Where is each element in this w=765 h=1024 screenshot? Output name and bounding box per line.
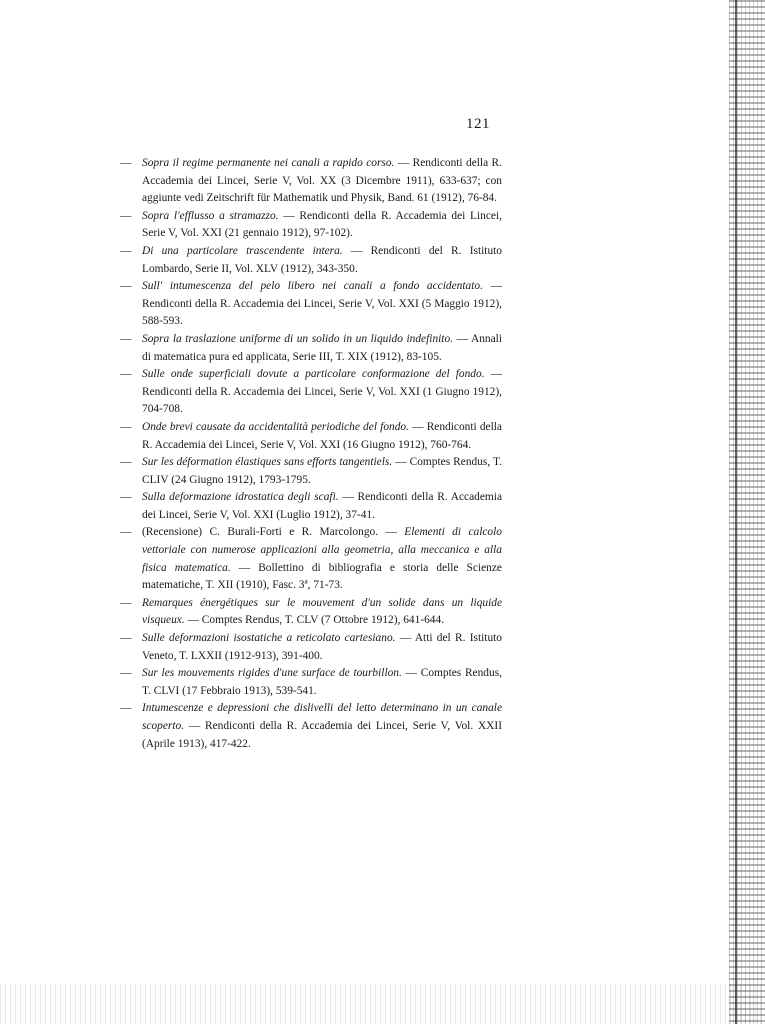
entry-title: Di una particolare trascendente intera. (142, 244, 343, 257)
page-number: 121 (466, 116, 490, 132)
entry-reference: — Rendiconti della R. Accademia dei Lincei, Serie V, Vol. XXI (21 gennaio 1912), 97-102). (142, 209, 503, 240)
entry-reference: — Comptes Rendus, T. CLVI (17 Febbraio 1913), 539-541. (142, 667, 502, 697)
scan-bottom-noise (0, 984, 765, 1024)
entry-title: Sopra il regime permanente nei canali a rapido corso. (142, 157, 395, 169)
entry-reference: — Comptes Rendus, T. CLV (7 Ottobre 1912), 641-644. (184, 614, 445, 627)
entry-dash: — (120, 157, 132, 169)
bibliography-entry (118, 700, 502, 753)
entry-reference: — Rendiconti della R. Accademia dei Lincei, Serie V, Vol. XXII (Aprile 1913), 417-422. (142, 720, 502, 750)
page-edge-line (735, 0, 737, 1024)
entry-dash: — (120, 280, 132, 293)
entry-reference-continued: — Bollettino di bibliografia e storia delle Scienze matematiche, T. XII (1910), Fasc. 3ª, 71-73. (142, 561, 502, 592)
bibliography-entry (118, 595, 502, 630)
bibliography-entry (118, 331, 502, 366)
entry-dash: — (120, 456, 132, 469)
entry-title: Sopra l'efflusso a stramazzo. (142, 209, 279, 222)
entry-reference: — Comptes Rendus, T. CLIV (24 Giugno 1912), 1793-1795. (142, 456, 502, 486)
entry-title: Elementi di calcolo vettoriale con numerose applicazioni alla geometria, alla meccanica e alla fisica matematica. (142, 526, 502, 574)
bibliography-entry (118, 454, 502, 489)
entry-dash: — (120, 368, 132, 381)
entry-reference: — Rendiconti della R. Accademia dei Lincei, Serie V, Vol. XXI (16 Giugno 1912), 760-764. (142, 420, 502, 451)
bibliography-entry (118, 630, 502, 665)
bibliography-entry (118, 208, 502, 243)
entry-title: Sulle onde superficiali dovute a particolare conformazione del fondo. (142, 368, 485, 381)
entry-dash: — (120, 332, 132, 345)
entry-dash: — (120, 244, 132, 257)
entry-dash: — (120, 702, 132, 715)
entry-dash: — (120, 491, 132, 504)
entry-dash: — (120, 596, 132, 609)
entry-title: Sulla deformazione idrostatica degli scafi. (142, 491, 339, 504)
bibliography-entry (118, 366, 502, 419)
bibliography-entry (118, 278, 502, 331)
entry-dash: — (120, 420, 132, 433)
entry-reference: (Recensione) C. Burali-Forti e R. Marcolongo. — (142, 526, 405, 539)
bibliography-entry (118, 243, 502, 278)
entry-reference: — Atti del R. Istituto Veneto, T. LXXII (1912-913), 391-400. (142, 632, 502, 662)
entry-reference: — Rendiconti della R. Accademia dei Lincei, Serie V, Vol. XXI (Luglio 1912), 37-41. (142, 491, 503, 521)
entry-title: Remarques énergétiques sur le mouvement d'un solide dans un liquide visqueux. (142, 596, 502, 627)
entry-title: Sopra la traslazione uniforme di un solido in un liquido indefinito. (142, 332, 454, 345)
entry-reference: — Rendiconti della R. Accademia dei Lincei, Serie V, Vol. XX (3 Dicembre 1911), 633-637; con aggiunte vedi Zeitschrift für Mathematik und Physik, Band. 61 (1912), 76-84. (142, 157, 502, 205)
entry-title: Intumescenze e depressioni che dislivelli del letto determinano in un canale scoperto. (142, 702, 502, 732)
entry-reference: — Rendiconti della R. Accademia dei Lincei, Serie V, Vol. XXI (1 Giugno 1912), 704-708. (142, 368, 502, 416)
bibliography-entry (118, 419, 502, 454)
entry-reference: — Rendiconti della R. Accademia dei Lincei, Serie V, Vol. XXI (5 Maggio 1912), 588-593. (142, 280, 502, 328)
entry-title: Sur les déformation élastiques sans efforts tangentiels. (142, 456, 393, 469)
bibliography-entry (118, 489, 502, 524)
entry-title: Onde brevi causate da accidentalità periodiche del fondo. (142, 420, 409, 433)
entry-dash: — (120, 526, 132, 539)
entry-dash: — (120, 209, 132, 222)
entry-title: Sull' intumescenza del pelo libero nei canali a fondo accidentato. (142, 280, 483, 293)
bibliography-entry (118, 665, 502, 700)
bibliography-entry-review (118, 524, 502, 594)
entry-dash: — (120, 632, 132, 645)
entry-reference: — Annali di matematica pura ed applicata, Serie III, T. XIX (1912), 83-105. (142, 332, 502, 363)
entry-reference: — Rendiconti del R. Istituto Lombardo, Serie II, Vol. XLV (1912), 343-350. (142, 244, 502, 275)
entry-dash: — (120, 667, 132, 680)
entry-title: Sulle deformazioni isostatiche a reticolato cartesiano. (142, 632, 396, 645)
bibliography-entry (118, 155, 502, 208)
entry-title: Sur les mouvements rigides d'une surface de tourbillon. (142, 667, 402, 680)
bibliography-list (118, 155, 502, 753)
